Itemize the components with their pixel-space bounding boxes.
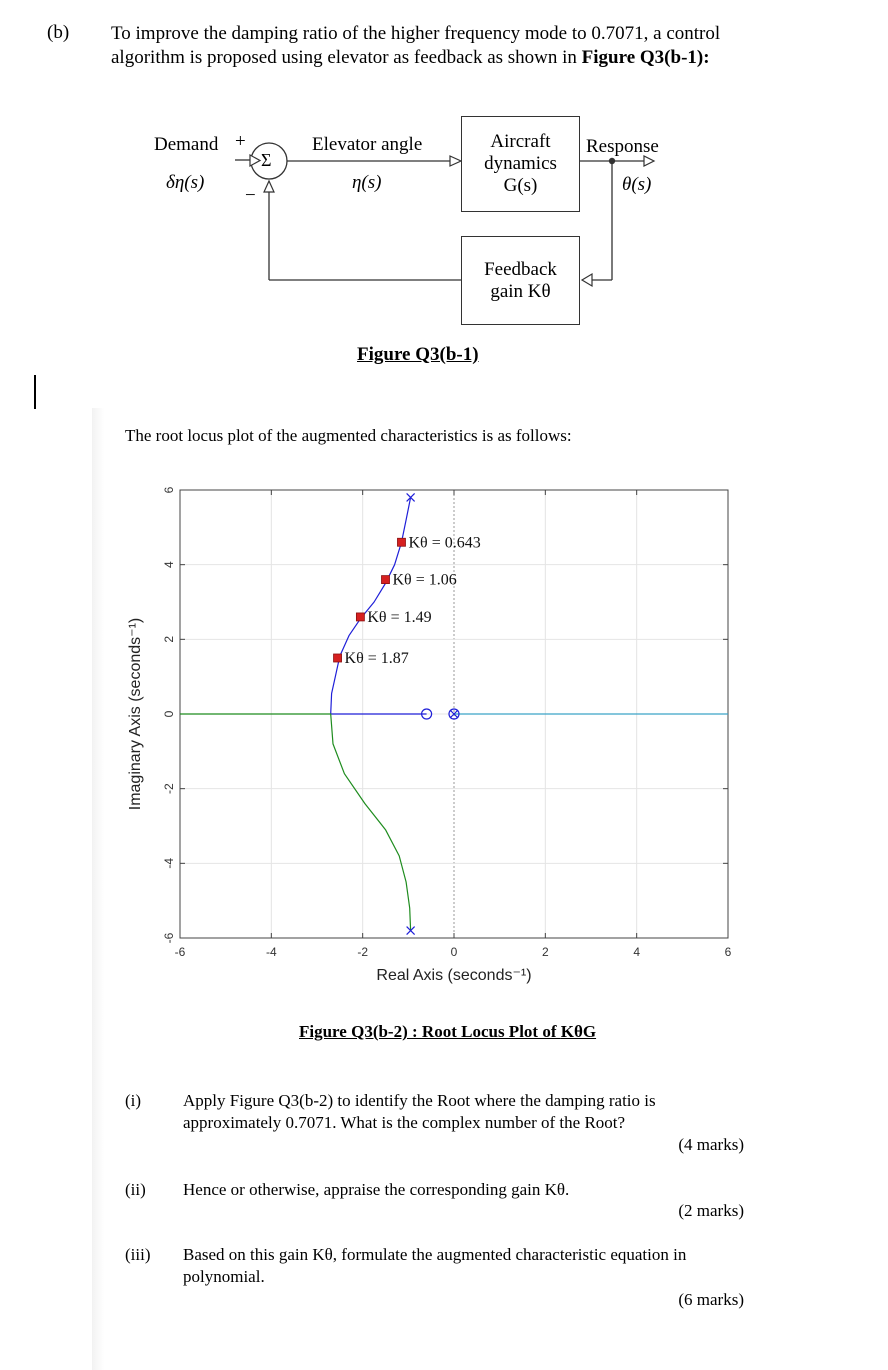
response-label: Response [586, 136, 659, 157]
x-tick-label: 0 [450, 945, 458, 959]
root-locus-intro: The root locus plot of the augmented characteristics is as follows: [125, 426, 572, 445]
subq-1-marks: (4 marks) [678, 1135, 744, 1154]
demand-label: Demand [154, 134, 219, 155]
y-tick-label: -4 [162, 857, 177, 869]
subq-3-line-1: Based on this gain Kθ, formulate the augmented characteristic equation in [183, 1245, 687, 1264]
subq-3-marks: (6 marks) [678, 1290, 744, 1309]
sum-symbol: Σ [261, 150, 272, 170]
part-label: (b) [47, 22, 70, 43]
locus-branch-1 [331, 498, 427, 715]
x-tick-label: 2 [541, 945, 549, 959]
text-cursor [34, 375, 36, 409]
response-symbol: θ(s) [622, 174, 652, 195]
elevator-label: Elevator angle [312, 134, 423, 155]
feedback-line-2: gain Kθ [490, 280, 551, 302]
subq-2-text [183, 1179, 748, 1201]
takeoff-point [609, 158, 615, 164]
aircraft-line-1: Aircraft [490, 131, 551, 152]
figure1-caption: Figure Q3(b-1) [357, 344, 479, 365]
feedback-gain-block [461, 236, 580, 325]
x-tick-label: -2 [357, 945, 369, 959]
elevator-symbol: η(s) [352, 172, 382, 193]
gain-annotation: Kθ = 1.49 [367, 608, 432, 626]
y-tick-label: 4 [162, 561, 177, 569]
gain-annotation: Kθ = 0.643 [408, 534, 481, 552]
subq-3-text [183, 1244, 748, 1288]
x-tick-label: 6 [724, 945, 732, 959]
gain-marker [356, 613, 364, 621]
intro-line-1: To improve the damping ratio of the higher frequency mode to 0.7071, a control [111, 23, 721, 44]
subq-3-num: (iii) [125, 1245, 151, 1264]
subq-2-num: (ii) [125, 1180, 146, 1199]
aircraft-line-3: G(s) [503, 175, 538, 196]
gain-marker [397, 538, 405, 546]
figure2-caption-text: Figure Q3(b-2) : Root Locus Plot of [299, 1022, 561, 1041]
y-tick-label: 2 [162, 635, 177, 643]
gain-marker [334, 654, 342, 662]
subq-1-line-1: Apply Figure Q3(b-2) to identify the Root where the damping ratio is [183, 1091, 656, 1110]
gain-marker [382, 576, 390, 584]
subq-3-line-2: polynomial. [183, 1267, 265, 1286]
figure2-caption-symbol: KθG [560, 1022, 597, 1041]
locus-branch-2 [180, 714, 411, 931]
x-tick-label: -4 [265, 945, 277, 959]
subq-1-line-2: approximately 0.7071. What is the complex number of the Root? [183, 1113, 626, 1132]
minus-sign: − [245, 185, 256, 206]
demand-symbol: δη(s) [166, 172, 205, 193]
subq-2-marks: (2 marks) [678, 1201, 744, 1220]
x-axis-label: Real Axis (seconds⁻¹) [376, 967, 532, 984]
plus-sign: + [235, 131, 246, 152]
x-tick-label: 4 [633, 945, 641, 959]
root-locus-chart [110, 470, 770, 1010]
y-axis-label: Imaginary Axis (seconds⁻¹) [127, 617, 144, 811]
y-tick-label: 6 [162, 486, 177, 494]
scan-shadow [92, 408, 104, 1370]
figure2-caption [299, 1022, 596, 1042]
aircraft-line-2: dynamics [484, 153, 557, 174]
aircraft-dynamics-block [461, 116, 580, 212]
intro-figure-ref: Figure Q3(b-1): [581, 47, 710, 68]
subq-2-line-1: Hence or otherwise, appraise the corresponding gain Kθ. [183, 1180, 570, 1199]
intro-line-2-text: algorithm is proposed using elevator as feedback as shown in [111, 47, 582, 68]
feedback-line-1: Feedback [484, 258, 557, 280]
block-diagram-lines [0, 0, 888, 380]
x-tick-label: -6 [174, 945, 186, 959]
block-diagram [0, 0, 888, 380]
subq-1-num: (i) [125, 1091, 142, 1110]
y-tick-label: -2 [162, 783, 177, 795]
gain-annotation: Kθ = 1.06 [392, 571, 457, 589]
gain-annotation: Kθ = 1.87 [344, 650, 409, 667]
y-tick-label: 0 [162, 710, 177, 718]
subq-1-text [183, 1090, 748, 1134]
y-tick-label: -6 [162, 932, 177, 944]
